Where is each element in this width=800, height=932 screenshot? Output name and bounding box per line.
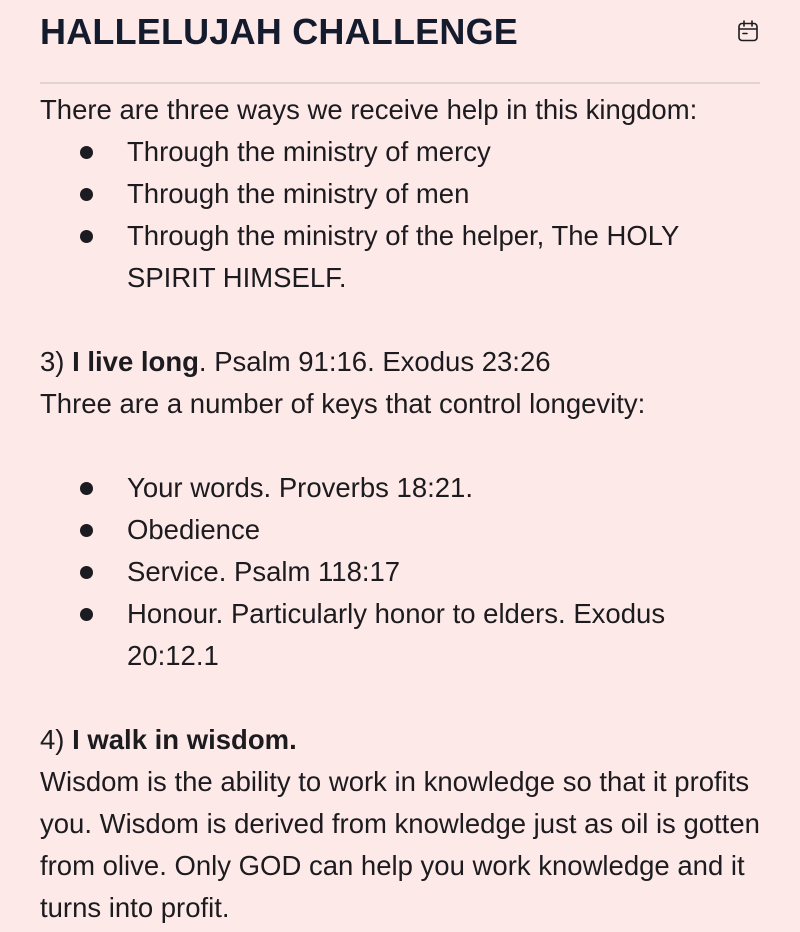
bullet-icon bbox=[80, 230, 93, 243]
bullet-icon bbox=[80, 482, 93, 495]
bullet-icon bbox=[80, 524, 93, 537]
blank-line bbox=[40, 299, 760, 341]
list-item bbox=[40, 593, 760, 677]
section-4-body: Wisdom is the ability to work in knowledge so that it profits you. Wisdom is derived from knowledge just as oil is gotten from olive. Only GOD can help you work knowledge and it turns into profit. bbox=[40, 766, 760, 923]
section-3-refs: . Psalm 91:16. Exodus 23:26 bbox=[198, 346, 551, 377]
note-header bbox=[40, 0, 760, 84]
section-3-title: I live long bbox=[72, 346, 199, 377]
blank-line bbox=[40, 677, 760, 719]
section-4-number: 4) bbox=[40, 724, 65, 755]
list-item bbox=[40, 551, 760, 593]
help-list bbox=[40, 131, 760, 299]
list-item bbox=[40, 509, 760, 551]
list-item-text: Through the ministry of mercy bbox=[127, 136, 491, 167]
list-item bbox=[40, 215, 760, 299]
section-3-number: 3) bbox=[40, 346, 65, 377]
blank-line bbox=[40, 425, 760, 467]
section-4-title: I walk in wisdom. bbox=[72, 724, 297, 755]
list-item-text: Through the ministry of men bbox=[127, 178, 470, 209]
list-item-text: Service. Psalm 118:17 bbox=[127, 556, 401, 587]
bullet-icon bbox=[80, 608, 93, 621]
bullet-icon bbox=[80, 188, 93, 201]
note-title: HALLELUJAH CHALLENGE bbox=[40, 11, 518, 52]
list-item-text: Honour. Particularly honor to elders. Exodus 20:12.1 bbox=[127, 598, 666, 671]
help-intro: There are three ways we receive help in this kingdom: bbox=[40, 94, 698, 125]
section-3-intro: Three are a number of keys that control longevity: bbox=[40, 388, 646, 419]
list-item bbox=[40, 467, 760, 509]
list-item-text: Obedience bbox=[127, 514, 261, 545]
list-item bbox=[40, 131, 760, 173]
list-item-text: Your words. Proverbs 18:21. bbox=[127, 472, 473, 503]
list-item-text: Through the ministry of the helper, The HOLY SPIRIT HIMSELF. bbox=[127, 220, 679, 293]
bullet-icon bbox=[80, 146, 93, 159]
longevity-list bbox=[40, 467, 760, 677]
bullet-icon bbox=[80, 566, 93, 579]
calendar-button[interactable] bbox=[736, 18, 760, 44]
note-body[interactable] bbox=[40, 84, 760, 929]
section-4-heading bbox=[40, 719, 760, 761]
list-item bbox=[40, 173, 760, 215]
calendar-icon bbox=[737, 19, 759, 43]
section-3-heading bbox=[40, 341, 760, 383]
